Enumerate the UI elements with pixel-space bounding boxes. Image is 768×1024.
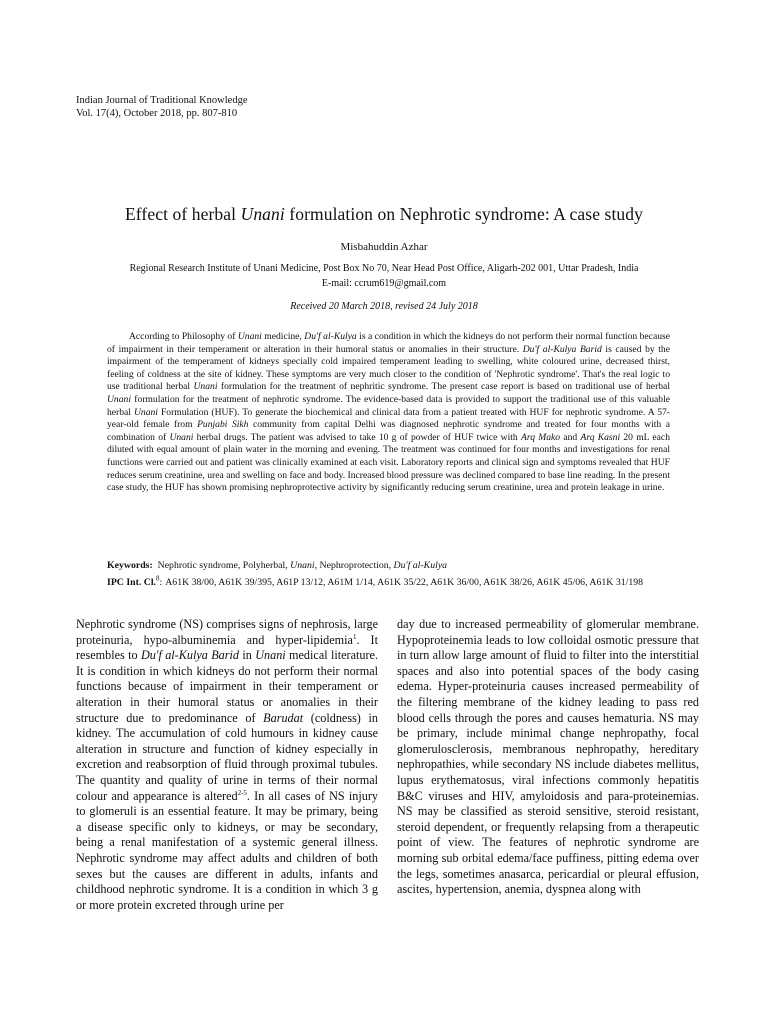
abstract-text: is caused by the impairment of the temperament of kidneys specially cold impaired temperament leading to swelling, white coloured urine, decreased thirst, feeling of coldness at the site of kidney. These symptoms are very much closer to the condition of 'Nephrotic syndrome'. That's the real logic to use traditional herbal: [107, 343, 670, 393]
body-column-left: [76, 617, 378, 913]
abstract-text: formulation for the treatment of nephrotic syndrome. The evidence-based data is provided to support the traditional use of this valuable herbal: [107, 393, 670, 418]
paper-title: [0, 204, 768, 225]
abstract-italic: Du'f al-Kulya: [304, 331, 357, 342]
abstract-text: 20 mL each diluted with equal amount of plain water in the morning and evening. The treatment was continued for four months and investigations for renal functions were carried out and patient was clinically examined at each visit. Laboratory reports and clinical sign and symptoms revealed that HUF reduces serum creatinine, urea and swelling on face and body. Increased blood pressure was declined compared to base line reading. In the present case study, the HUF has shown promising nephroprotective activity by significantly reducing serum creatinine, urea and protein leakage in urine.: [107, 431, 670, 494]
abstract-text: and: [560, 431, 581, 443]
body-text: . In all cases of NS injury to glomeruli is an essential feature. It may be primary, being a disease specific only to kidneys, or may be secondary, being a renal manifestation of a systemic general illness. Nephrotic syndrome may affect adults and children of both sexes but the causes are different in adults, infants and childhood nephrotic syndrome. It is a condition in which 3 g or more protein excreted through urine per: [76, 788, 378, 912]
abstract-text: Formulation (HUF). To generate the biochemical and clinical data from a patient treated with HUF for nephrotic syndrome. A 57-year-old female from: [107, 406, 670, 431]
affiliation-block: [0, 261, 768, 291]
abstract-text: formulation for the treatment of nephritic syndrome. The present case report is based on traditional use of herbal: [217, 381, 670, 393]
body-text: (coldness) in kidney. The accumulation of cold humours in kidney cause alteration in structure and function of kidney especially in excretion and reabsorption of fluid through proximal tubules. The quantity and quality of urine in terms of their normal colour and appearance is altered: [76, 710, 378, 803]
abstract-italic: Unani: [133, 406, 158, 418]
keywords-label: Keywords:: [107, 560, 153, 571]
body-text: Nephrotic syndrome (NS) comprises signs of nephrosis, large proteinuria, hypo-albuminemia and hyper-lipidemia: [76, 617, 378, 647]
body-italic: Unani: [255, 648, 286, 663]
citation: 2-5: [237, 788, 247, 797]
abstract-italic: Arq Mako: [520, 431, 561, 443]
title-part: Effect of herbal: [125, 204, 241, 224]
abstract-italic: Unani: [237, 331, 262, 342]
journal-volume: Vol. 17(4), October 2018, pp. 807-810: [76, 108, 238, 119]
body-text: in: [238, 648, 256, 663]
title-part: formulation on Nephrotic syndrome: A case study: [284, 204, 643, 224]
abstract: [107, 331, 670, 495]
abstract-italic: Unani: [169, 431, 194, 443]
body-text: . It resembles to: [76, 632, 378, 663]
body-text: medical literature. It is condition in which kidneys do not perform their normal functions because of impairment in their temperament or alteration in their humoral status or anomalies in their structure due to predominance of: [76, 648, 379, 725]
abstract-italic: Du'f al-Kulya Barid: [522, 343, 602, 355]
body-column-right: day due to increased permeability of glomerular membrane. Hypoproteinemia leads to low colloidal osmotic pressure that in turn allow large amount of fluid to filter into the interstitial spaces and also into potential spaces of the body casing edema. Hyper-proteinuria causes increased permeability of the filtering membrane of the kidney leading to pass red blood cells through the pores and causes hematuria. NS may be primary, include minimal change nephropathy, focal glomerulosclerosis, membranous nephropathy, hereditary nephropathies, while secondary NS include diabetes mellitus, lupus erythematosus, viral infections commonly hepatitis B&C viruses and HIV, amyloidosis and para-proteinemias. NS may be classified as steroid sensitive, steroid resistant, steroid dependent, or frequently relapsing from a therapeutic point of view. The features of nephrotic syndrome are morning sub orbital edema/face puffiness, pitting edema over the legs, sometimes anasarca, pericardial or pleural effusion, ascites, hypertension, anemia, dyspnea along with: [397, 617, 699, 897]
received-dates: Received 20 March 2018, revised 24 July 2018: [290, 301, 478, 312]
ipc-codes: A61K 38/00, A61K 39/395, A61P 13/12, A61M 1/14, A61K 35/22, A61K 36/00, A61K 38/26, A61K 45/06, A61K 31/198: [165, 577, 644, 588]
ipc-label-group: [107, 576, 162, 589]
affiliation: Regional Research Institute of Unani Medicine, Post Box No 70, Near Head Post Office, Aligarh-202 001, Uttar Pradesh, India: [129, 263, 639, 274]
abstract-text: is a condition in which the kidneys do not perform their normal function because of impairment in their temperament or alteration in their humoral status or anomalies in their structure.: [107, 331, 670, 355]
abstract-italic: Unani: [107, 393, 131, 405]
ipc-sup: 8: [156, 574, 160, 583]
email: E-mail: ccrum619@gmail.com: [321, 278, 447, 289]
keywords: [107, 559, 687, 572]
ipc-colon: :: [159, 577, 163, 588]
title-italic: Unani: [240, 204, 285, 224]
abstract-text: herbal drugs. The patient was advised to take 10 g of powder of HUF twice with: [193, 431, 521, 443]
ipc-classification: [107, 576, 687, 589]
abstract-italic: Arq Kasni: [580, 431, 621, 443]
journal-header: [76, 94, 247, 120]
journal-name: Indian Journal of Traditional Knowledge: [76, 95, 248, 106]
abstract-italic: Unani: [193, 381, 218, 393]
author-name: Misbahuddin Azhar: [340, 241, 428, 253]
keywords-italic: Du'f al-Kulya: [393, 560, 448, 571]
abstract-text: community from capital Delhi was diagnosed nephrotic syndrome and treated for four months with a combination of: [107, 419, 671, 443]
keywords-text: Nephrotic syndrome, Polyherbal,: [157, 560, 291, 571]
body-italic: Du'f al-Kulya Barid: [140, 648, 239, 663]
abstract-text: According to Philosophy of: [129, 331, 238, 342]
body-italic: Barudat: [263, 710, 304, 725]
abstract-text: medicine,: [261, 331, 305, 342]
abstract-italic: Punjabi Sikh: [197, 419, 249, 431]
keywords-italic: Unani: [290, 560, 315, 571]
keywords-text: , Nephroprotection,: [314, 560, 394, 571]
ipc-label: IPC Int. Cl.: [107, 577, 156, 588]
citation: 1: [352, 632, 357, 641]
